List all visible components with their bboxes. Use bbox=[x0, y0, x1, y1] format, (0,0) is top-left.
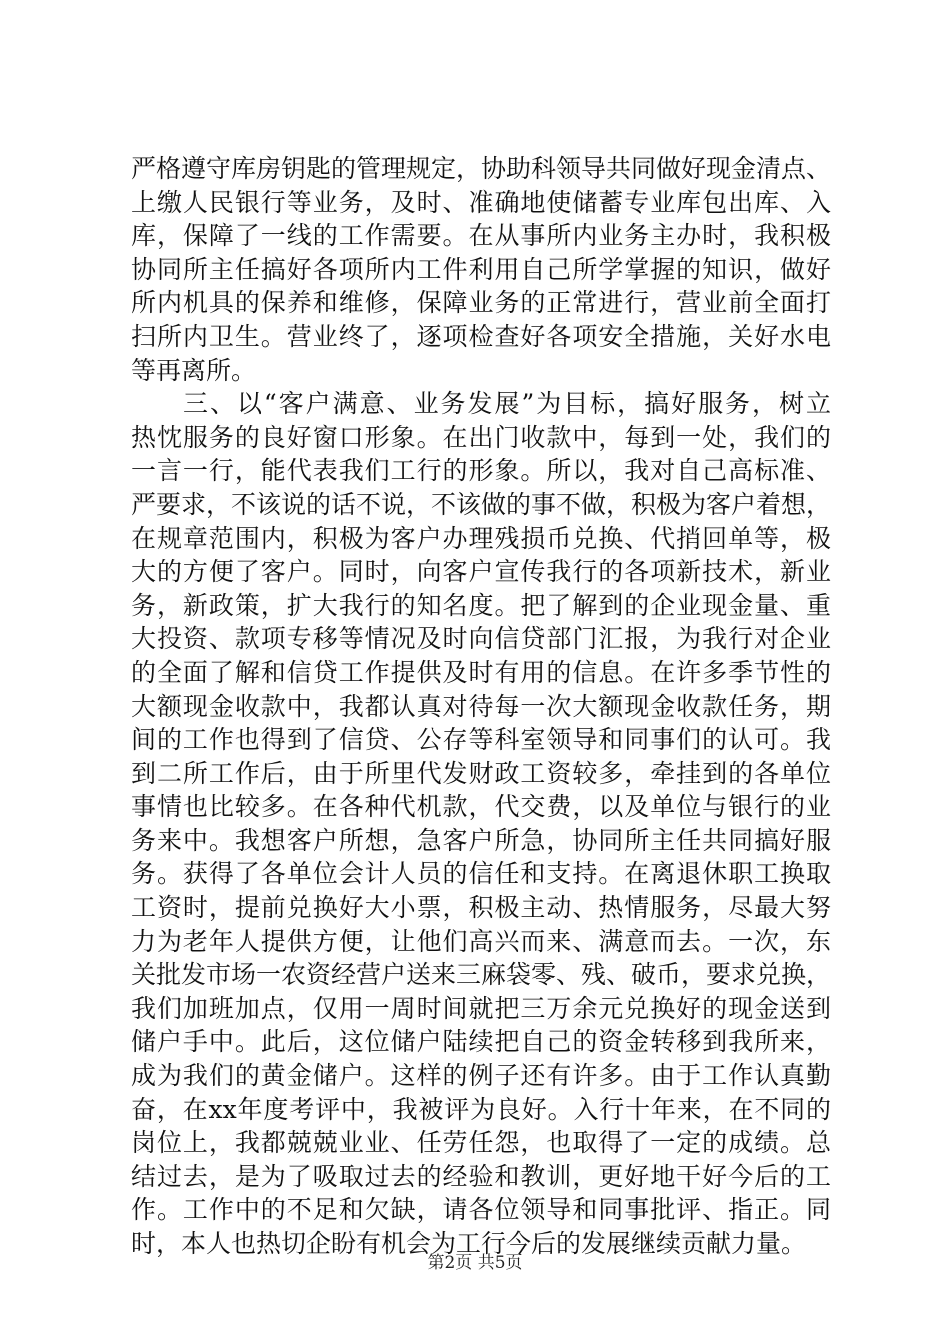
text-line: 所内机具的保养和维修，保障业务的正常进行，营业前全面打 bbox=[131, 288, 831, 318]
text-line: 等再离所。 bbox=[131, 355, 257, 385]
body-text bbox=[131, 152, 831, 1261]
text-line: 扫所内卫生。营业终了，逐项检查好各项安全措施，关好水电 bbox=[131, 321, 831, 351]
text-line: 热忱服务的良好窗口形象。在出门收款中，每到一处，我们的 bbox=[131, 422, 831, 452]
text-line: 作。工作中的不足和欠缺，请各位领导和同事批评、指正。同 bbox=[131, 1195, 831, 1225]
text-line: 上缴人民银行等业务，及时、准确地使储蓄专业库包出库、入 bbox=[131, 187, 831, 217]
text-line: 事情也比较多。在各种代机款，代交费，以及单位与银行的业 bbox=[131, 792, 831, 822]
text-line: 一言一行，能代表我们工行的形象。所以，我对自己高标准、 bbox=[131, 456, 831, 486]
text-line: 务，新政策，扩大我行的知名度。把了解到的企业现金量、重 bbox=[131, 590, 831, 620]
text-line: 的全面了解和信贷工作提供及时有用的信息。在许多季节性的 bbox=[131, 657, 831, 687]
text-line: 大的方便了客户。同时，向客户宣传我行的各项新技术，新业 bbox=[131, 557, 831, 587]
text-line: 储户手中。此后，这位储户陆续把自己的资金转移到我所来， bbox=[131, 1027, 831, 1057]
paragraph-start-line: 三、以“客户满意、业务发展”为目标，搞好服务，树立 bbox=[183, 389, 831, 419]
page-number-footer: 第2页 共5页 bbox=[427, 1253, 523, 1273]
text-line: 到二所工作后，由于所里代发财政工资较多，牵挂到的各单位 bbox=[131, 758, 831, 788]
text-line: 奋，在xx年度考评中，我被评为良好。入行十年来，在不同的 bbox=[131, 1094, 831, 1124]
text-line: 关批发市场一农资经营户送来三麻袋零、残、破币，要求兑换， bbox=[131, 960, 832, 990]
text-line: 严要求，不该说的话不说，不该做的事不做，积极为客户着想， bbox=[131, 489, 832, 519]
text-line: 库，保障了一线的工作需要。在从事所内业务主办时，我积极 bbox=[131, 221, 831, 251]
text-line: 时，本人也热切企盼有机会为工行今后的发展继续贡献力量。 bbox=[131, 1229, 807, 1258]
text-line: 务。获得了各单位会计人员的信任和支持。在离退休职工换取 bbox=[131, 859, 831, 889]
text-line: 力为老年人提供方便，让他们高兴而来、满意而去。一次，东 bbox=[131, 926, 831, 956]
text-line: 成为我们的黄金储户。这样的例子还有许多。由于工作认真勤 bbox=[131, 1061, 831, 1091]
text-line: 务来中。我想客户所想，急客户所急，协同所主任共同搞好服 bbox=[131, 825, 831, 855]
text-line: 大投资、款项专移等情况及时向信贷部门汇报，为我行对企业 bbox=[131, 624, 831, 654]
text-line: 间的工作也得到了信贷、公存等科室领导和同事们的认可。我 bbox=[131, 725, 831, 755]
text-line: 协同所主任搞好各项所内工件利用自己所学掌握的知识，做好 bbox=[131, 254, 831, 284]
text-line: 工资时，提前兑换好大小票，积极主动、热情服务，尽最大努 bbox=[131, 893, 831, 923]
text-line: 在规章范围内，积极为客户办理残损币兑换、代捎回单等，极 bbox=[131, 523, 831, 553]
text-line: 严格遵守库房钥匙的管理规定，协助科领导共同做好现金清点、 bbox=[131, 154, 832, 183]
text-line: 岗位上，我都兢兢业业、任劳任怨，也取得了一定的成绩。总 bbox=[131, 1128, 831, 1158]
text-line: 结过去，是为了吸取过去的经验和教训，更好地干好今后的工 bbox=[131, 1161, 831, 1191]
text-line: 大额现金收款中，我都认真对待每一次大额现金收款任务，期 bbox=[131, 691, 831, 721]
text-line: 我们加班加点，仅用一周时间就把三万余元兑换好的现金送到 bbox=[131, 993, 831, 1023]
